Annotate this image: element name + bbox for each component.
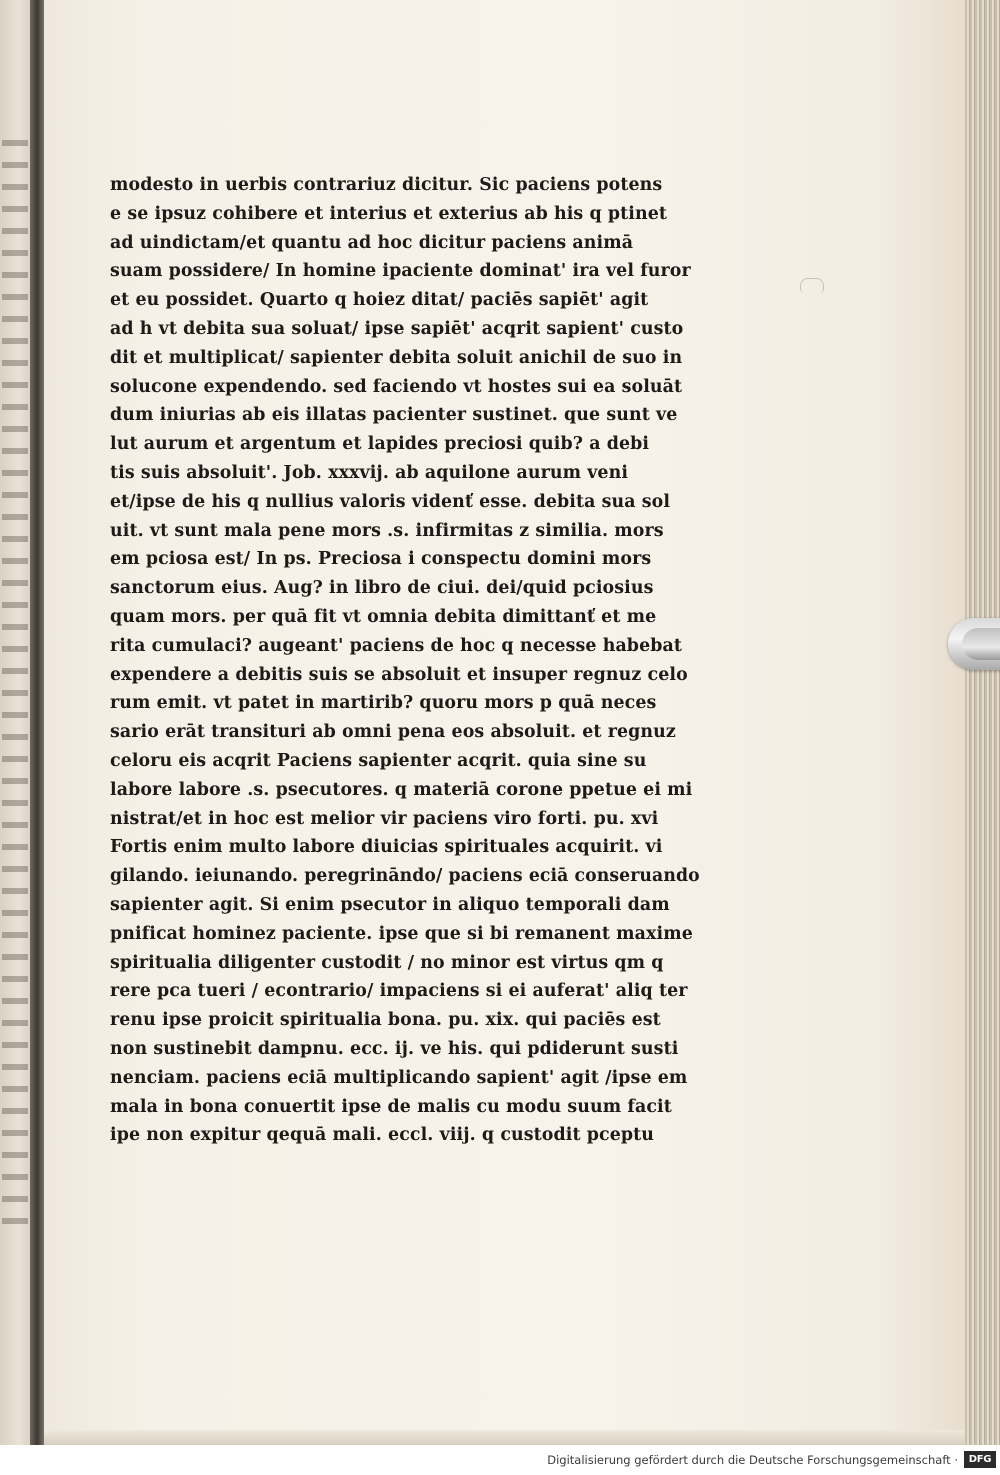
funding-credit: Digitalisierung gefördert durch die Deutsche Forschungsgemeinschaft · xyxy=(547,1453,958,1467)
text-line: uit. vt sunt mala pene mors .s. infirmitas z similia. mors xyxy=(110,520,664,541)
dfg-logo-icon: DFG xyxy=(964,1451,996,1468)
text-line: ipe non expitur qequā mali. eccl. viij. q custodit pceptu xyxy=(110,1125,655,1146)
text-line: suam possidere/ In homine ipaciente dominat' ira vel furor xyxy=(110,261,691,282)
text-line: celoru eis acqrit Paciens sapienter acqrit. quia sine su xyxy=(110,751,647,771)
text-line: spiritualia diligenter custodit / no minor est virtus qm q xyxy=(110,952,664,973)
fore-edge-leaves xyxy=(965,0,1000,1445)
text-line: em pciosa est/ In ps. Preciosa i conspectu domini mors xyxy=(110,549,652,570)
text-line: ad uindictam/et quantu ad hoc dicitur paciens animā xyxy=(110,232,634,253)
text-line: e se ipsuz cohibere et interius et exterius ab his q ptinet xyxy=(110,203,668,224)
text-line: pnificat hominez paciente. ipse que si bi remanent maxime xyxy=(110,923,693,944)
facing-page-text-bleed xyxy=(2,140,28,1240)
text-line: sario erāt transituri ab omni pena eos absoluit. et regnuz xyxy=(110,722,676,743)
text-line: lut aurum et argentum et lapides preciosi quib? a debi xyxy=(110,434,650,455)
text-line: gilando. ieiunando. peregrināndo/ paciens eciā conseruando xyxy=(110,866,700,887)
text-line: rum emit. vt patet in martirib? quoru mors p quā neces xyxy=(110,693,657,714)
pencil-mark xyxy=(800,278,824,293)
page-bottom-edge xyxy=(44,1430,974,1445)
text-line: sapienter agit. Si enim psecutor in aliquo temporali dam xyxy=(110,895,670,915)
text-line: et eu possidet. Quarto q hoiez ditat/ paciēs sapiēt' agit xyxy=(110,290,649,311)
footer-banner xyxy=(0,1445,1000,1475)
text-line: nenciam. paciens eciā multiplicando sapient' agit /ipse em xyxy=(110,1067,688,1088)
text-line: tis suis absoluit'. Job. xxxvij. ab aquilone aurum veni xyxy=(110,463,629,483)
text-line: labore labore .s. psecutores. q materiā corone ppetue ei mi xyxy=(110,779,693,800)
text-line: non sustinebit dampnu. ecc. ij. ve his. qui pdiderunt susti xyxy=(110,1039,679,1059)
book-clasp-inner xyxy=(962,628,1000,660)
text-line: Fortis enim multo labore diuicias spirituales acquirit. vi xyxy=(110,837,663,858)
text-line: renu ipse proicit spiritualia bona. pu. xix. qui paciēs est xyxy=(110,1010,661,1031)
text-line: dit et multiplicat/ sapienter debita soluit anichil de suo in xyxy=(110,347,683,368)
text-block xyxy=(110,172,700,1172)
text-line: rita cumulaci? augeant' paciens de hoc q necesse habebat xyxy=(110,635,682,656)
text-line: modesto in uerbis contrariuz dicitur. Sic paciens potens xyxy=(110,175,663,195)
text-line: quam mors. per quā fit vt omnia debita dimittanť et me xyxy=(110,607,657,627)
text-line: et/ipse de his q nullius valoris videnť esse. debita sua sol xyxy=(110,491,671,512)
text-line: ad h vt debita sua soluat/ ipse sapiēt' acqrit sapient' custo xyxy=(110,319,684,339)
text-line: mala in bona conuertit ipse de malis cu modu suum facit xyxy=(110,1096,672,1117)
text-line: solucone expendendo. sed faciendo vt hostes sui ea soluāt xyxy=(110,376,683,397)
text-line: nistrat/et in hoc est melior vir paciens viro forti. pu. xvi xyxy=(110,808,659,829)
text-line: dum iniurias ab eis illatas pacienter sustinet. que sunt ve xyxy=(110,405,678,426)
text-line: sanctorum eius. Aug? in libro de ciui. dei/quid pciosius xyxy=(110,578,654,599)
text-line: expendere a debitis suis se absoluit et insuper regnuz celo xyxy=(110,664,688,685)
text-line: rere pca tueri / econtrario/ impaciens si ei auferat' aliq ter xyxy=(110,981,688,1002)
